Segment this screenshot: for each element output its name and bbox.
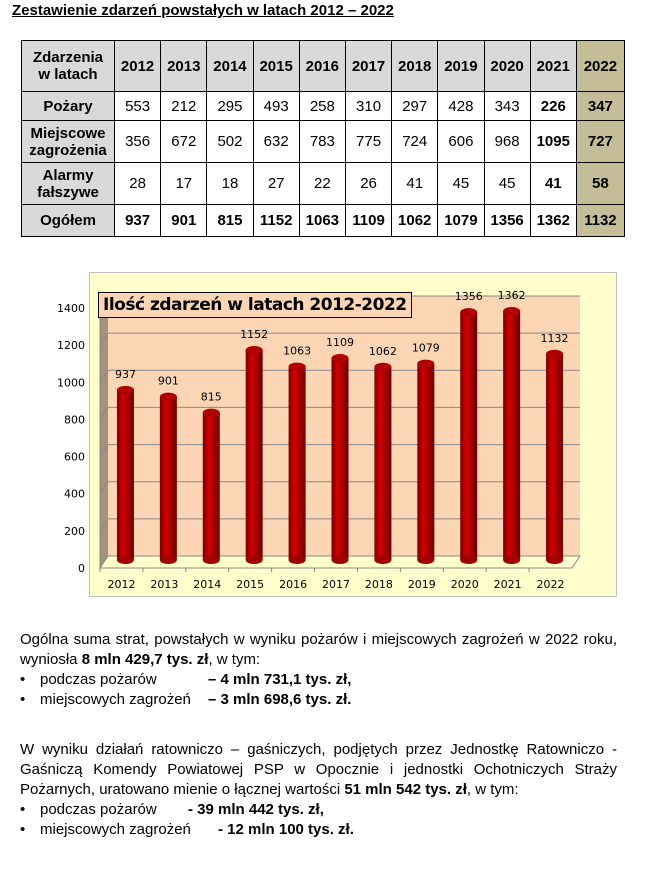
- year-header: 2012: [115, 41, 161, 92]
- data-label: 1152: [240, 328, 269, 342]
- bar-base: [160, 556, 177, 564]
- x-tick-label: 2021: [493, 578, 522, 591]
- x-tick-label: 2013: [150, 578, 179, 591]
- y-tick-label: 1200: [57, 339, 85, 353]
- table-cell: 28: [115, 163, 161, 205]
- table-cell: 226: [530, 92, 576, 121]
- bar-base: [374, 556, 391, 564]
- x-tick-label: 2019: [407, 578, 436, 591]
- bar-top: [546, 350, 563, 358]
- table-cell: 1095: [530, 121, 576, 163]
- bar-base: [546, 556, 563, 564]
- y-tick-label: 1000: [57, 376, 85, 390]
- table-cell: 41: [530, 163, 576, 205]
- bar: [374, 367, 391, 560]
- data-label: 1132: [540, 331, 569, 345]
- losses-section: [20, 630, 617, 710]
- table-cell: 1356: [484, 205, 530, 237]
- page-title: Zestawienie zdarzeń powstałych w latach 2012 – 2022: [12, 2, 394, 19]
- bar-top: [117, 386, 134, 394]
- table-cell: 775: [345, 121, 391, 163]
- table-cell: 343: [484, 92, 530, 121]
- bar-base: [417, 556, 434, 564]
- x-tick-label: 2015: [236, 578, 265, 591]
- bar-base: [460, 556, 477, 564]
- bar: [246, 350, 263, 560]
- bar-base: [289, 556, 306, 564]
- data-label: 1079: [411, 341, 440, 355]
- y-tick-label: 0: [78, 562, 85, 575]
- y-tick-label: 800: [64, 413, 85, 427]
- x-tick-label: 2018: [364, 578, 393, 591]
- table-cell: 356: [115, 121, 161, 163]
- table-cell: 783: [299, 121, 345, 163]
- table-header-row: [22, 41, 625, 92]
- data-label: 1356: [454, 290, 483, 304]
- table-cell: 1362: [530, 205, 576, 237]
- table-cell: 18: [207, 163, 253, 205]
- bar-top: [289, 363, 306, 371]
- bar: [117, 390, 134, 560]
- saved-paragraph: W wyniku działań ratowniczo – gaśniczych, podjętych przez Jednostkę Ratowniczo - Gaśniczą Komendy Powiatowej PSP w Opocznie i jednostki Ochotniczych Straży Pożarnych, uratowano mienie o łącznej wartości 51 mln 542 tys. zł, w tym:: [20, 741, 617, 798]
- year-header: 2021: [530, 41, 576, 92]
- table-cell: 1063: [299, 205, 345, 237]
- year-header: 2017: [345, 41, 391, 92]
- bar-top: [374, 363, 391, 371]
- bar-base: [503, 556, 520, 564]
- table-cell: 428: [438, 92, 484, 121]
- chart-title: Ilość zdarzeń w latach 2012-2022: [98, 292, 412, 318]
- table-cell: 45: [484, 163, 530, 205]
- bar: [503, 311, 520, 560]
- year-header: 2013: [161, 41, 207, 92]
- incidents-chart: [57, 272, 617, 597]
- losses-local-item: • miejscowych zagrożeń – 3 mln 698,6 tys. zł.: [20, 690, 617, 710]
- table-cell: 1132: [576, 205, 624, 237]
- table-cell: 297: [392, 92, 438, 121]
- table-row: [22, 205, 625, 237]
- chart-side-wall: [100, 296, 108, 568]
- table-row: [22, 92, 625, 121]
- table-cell: 27: [253, 163, 299, 205]
- incidents-table: [21, 40, 625, 237]
- x-tick-label: 2017: [322, 578, 350, 591]
- data-label: 937: [114, 367, 136, 381]
- data-label: 1109: [326, 336, 354, 350]
- y-tick-label: 400: [64, 487, 85, 501]
- x-tick-label: 2020: [450, 578, 479, 591]
- table-cell: 502: [207, 121, 253, 163]
- chart-canvas: [57, 273, 616, 596]
- bar-base: [203, 556, 220, 564]
- table-row: [22, 163, 625, 205]
- bar: [546, 354, 563, 560]
- losses-paragraph: Ogólna suma strat, powstałych w wyniku pożarów i miejscowych zagrożeń w 2022 roku, wyniosła 8 mln 429,7 tys. zł, w tym:: [20, 631, 617, 668]
- year-header: 2020: [484, 41, 530, 92]
- table-cell: 22: [299, 163, 345, 205]
- table-cell: 727: [576, 121, 624, 163]
- saved-fires-item: • podczas pożarów - 39 mln 442 tys. zł,: [20, 800, 617, 820]
- y-tick-label: 600: [64, 450, 85, 464]
- year-header: 2014: [207, 41, 253, 92]
- table-cell: 815: [207, 205, 253, 237]
- bar-base: [117, 556, 134, 564]
- bar: [417, 364, 434, 560]
- table-cell: 212: [161, 92, 207, 121]
- year-header: 2016: [299, 41, 345, 92]
- table-cell: 295: [207, 92, 253, 121]
- saved-local-item: • miejscowych zagrożeń - 12 mln 100 tys. zł.: [20, 820, 617, 840]
- table-cell: 968: [484, 121, 530, 163]
- table-cell: 26: [345, 163, 391, 205]
- table-cell: 493: [253, 92, 299, 121]
- bar-top: [160, 393, 177, 401]
- row-label: Pożary: [22, 92, 115, 121]
- bar-top: [460, 308, 477, 316]
- bar: [289, 367, 306, 560]
- table-cell: 45: [438, 163, 484, 205]
- bar-top: [203, 409, 220, 417]
- losses-fires-item: • podczas pożarów – 4 mln 731,1 tys. zł,: [20, 670, 617, 690]
- data-label: 1062: [368, 344, 397, 358]
- row-label: Miejscowe zagrożenia: [22, 121, 115, 163]
- data-label: 1362: [497, 289, 526, 303]
- table-cell: 672: [161, 121, 207, 163]
- year-header: 2019: [438, 41, 484, 92]
- table-cell: 606: [438, 121, 484, 163]
- table-cell: 347: [576, 92, 624, 121]
- bar: [160, 397, 177, 560]
- table-row: [22, 121, 625, 163]
- bar-base: [332, 556, 349, 564]
- table-cell: 17: [161, 163, 207, 205]
- bar-top: [503, 307, 520, 315]
- year-header: 2018: [392, 41, 438, 92]
- year-header: 2015: [253, 41, 299, 92]
- table-cell: 1152: [253, 205, 299, 237]
- saved-section: [20, 740, 617, 840]
- table-cell: 1109: [345, 205, 391, 237]
- header-corner: Zdarzenia w latach: [22, 41, 115, 92]
- bar-base: [246, 556, 263, 564]
- data-label: 815: [200, 390, 222, 404]
- table-cell: 901: [161, 205, 207, 237]
- table-cell: 724: [392, 121, 438, 163]
- table-cell: 310: [345, 92, 391, 121]
- y-tick-label: 1400: [57, 302, 85, 315]
- table-cell: 1062: [392, 205, 438, 237]
- table-cell: 41: [392, 163, 438, 205]
- data-label: 901: [157, 374, 179, 388]
- x-tick-label: 2022: [536, 578, 565, 591]
- table-cell: 58: [576, 163, 624, 205]
- x-tick-label: 2014: [193, 578, 222, 591]
- bar-top: [417, 360, 434, 368]
- year-header: 2022: [576, 41, 624, 92]
- row-label: Ogółem: [22, 205, 115, 237]
- table-cell: 553: [115, 92, 161, 121]
- table-cell: 1079: [438, 205, 484, 237]
- table-cell: 937: [115, 205, 161, 237]
- bar: [460, 312, 477, 560]
- data-label: 1063: [283, 344, 312, 358]
- bar: [332, 358, 349, 560]
- y-tick-label: 200: [64, 524, 85, 538]
- bar: [203, 413, 220, 560]
- bar-top: [332, 354, 349, 362]
- row-label: Alarmy fałszywe: [22, 163, 115, 205]
- x-tick-label: 2016: [279, 578, 308, 591]
- table-cell: 632: [253, 121, 299, 163]
- x-tick-label: 2012: [107, 578, 136, 591]
- bar-top: [246, 346, 263, 354]
- table-cell: 258: [299, 92, 345, 121]
